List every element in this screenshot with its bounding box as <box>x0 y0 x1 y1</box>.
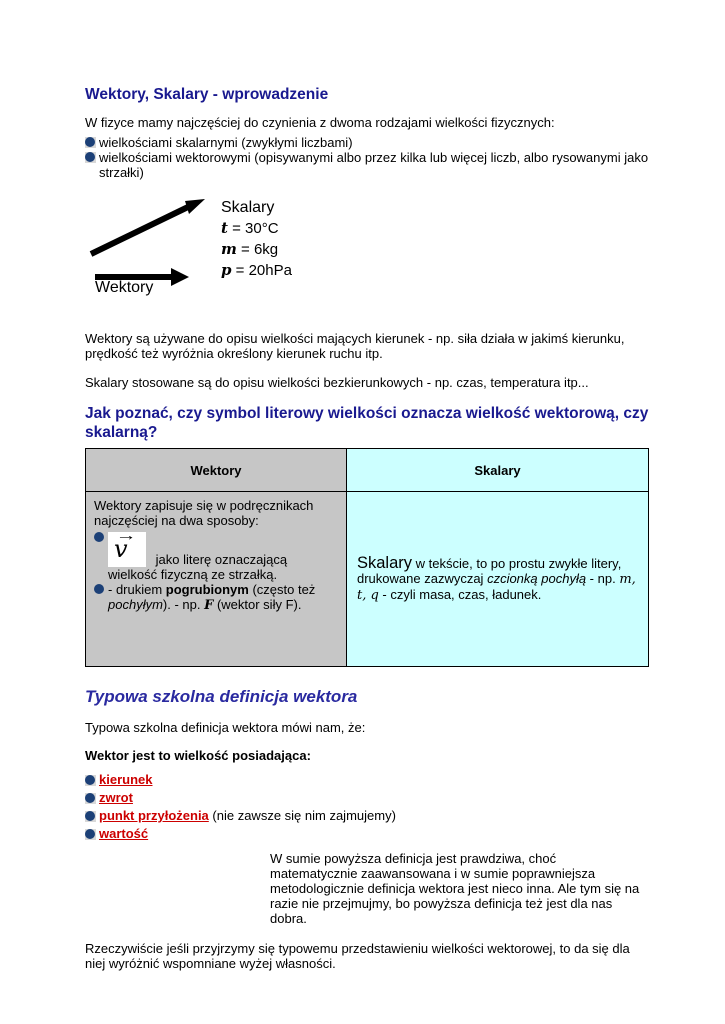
bullet-dot-icon <box>85 829 95 839</box>
figure-vectors-label: Wektory <box>95 279 154 296</box>
scalar-example-row <box>221 260 292 281</box>
vector-arrow-icon: → <box>115 527 137 543</box>
bullet-icon <box>85 829 96 840</box>
table-cell-skalary <box>347 492 649 667</box>
property-row-punkt-przylozenia <box>85 807 652 825</box>
wartosc-link[interactable]: wartość <box>99 826 149 841</box>
page-title: Wektory, Skalary - wprowadzenie <box>85 86 329 103</box>
table-body-row <box>86 492 649 667</box>
wektory-bullet-1-text: jako literę oznaczającą wielkość fizyczną ze strzałką. <box>108 552 288 582</box>
diagonal-arrow-head-icon <box>185 199 205 214</box>
table-header-wektory: Wektory <box>86 449 347 492</box>
skalary-italic: czcionką pochyłą <box>487 570 587 586</box>
vector-letter: v <box>114 535 128 563</box>
skalary-part: - np. <box>586 570 620 586</box>
definition-aside-paragraph: W sumie powyższa definicja jest prawdziwa, choć matematycznie zaawansowana i w sumie poprawniejsza metodologicznie definicja wektora jest nieco inna. Ale tym się na razie nie przejmujmy, bo powyższa definicja też jest dla nas dobra. <box>270 851 640 926</box>
section3-title: Typowa szkolna definicja wektora <box>85 687 358 706</box>
zwrot-link[interactable]: zwrot <box>99 790 133 805</box>
section3-bold-lead: Wektor jest to wielkość posiadająca: <box>85 748 311 763</box>
bullet-icon <box>85 152 96 163</box>
intro-bullet-2-label: wielkościami wektorowymi (opisywanymi albo przez kilka lub więcej liczb, albo rysowanymi jako strzałki) <box>99 150 649 180</box>
table-cell-wektory <box>86 492 347 667</box>
scalar-symbol: p <box>221 261 232 279</box>
figure-scalars-block <box>221 200 292 281</box>
bullet-icon <box>94 532 105 543</box>
scalar-symbol: t <box>221 219 228 237</box>
section3-lead: Typowa szkolna definicja wektora mówi nam, że: <box>85 720 366 735</box>
scalar-example-row <box>221 218 292 239</box>
kierunek-link[interactable]: kierunek <box>99 772 153 787</box>
bullet-dot-icon <box>85 811 95 821</box>
skalary-symbols: m, t, q <box>357 571 636 603</box>
bullet-dot-icon <box>85 775 95 785</box>
intro-bullet-1-label: wielkościami skalarnymi (zwykłymi liczbami) <box>99 135 353 150</box>
horizontal-arrow-head-icon <box>171 268 189 286</box>
item2-part: (wektor siły F). <box>213 597 302 612</box>
skalary-big-word: Skalary <box>357 553 413 572</box>
bullet-icon <box>85 793 96 804</box>
bullet-icon <box>94 584 105 595</box>
section2-title: Jak poznać, czy symbol literowy wielkości oznacza wielkość wektorową, czy skalarną? <box>85 405 649 441</box>
skalary-part: - czyli masa, czas, ładunek. <box>378 586 542 602</box>
table-header-row <box>86 449 649 492</box>
vectors-scalars-figure <box>85 192 652 307</box>
wektory-cell-intro: Wektory zapisuje się w podręcznikach najczęściej na dwa sposoby: <box>94 498 314 528</box>
bullet-dot-icon <box>94 584 104 594</box>
figure-scalars-title: Skalary <box>221 199 275 216</box>
bullet-dot-icon <box>85 137 95 147</box>
property-row-wartosc <box>85 825 652 843</box>
skalary-part: w tekście, to po prostu zwykłe litery, drukowane zazwyczaj <box>357 555 622 586</box>
scalar-value: = 20hPa <box>231 262 292 279</box>
item2-bold: pogrubionym <box>165 582 249 597</box>
bullet-icon <box>85 775 96 786</box>
property-row-kierunek <box>85 771 652 789</box>
scalar-value: = 6kg <box>236 241 279 258</box>
scalars-usage-paragraph: Skalary stosowane są do opisu wielkości bezkierunkowych - np. czas, temperatura itp... <box>85 375 589 390</box>
vector-v-image <box>108 527 146 567</box>
diagonal-arrow-shaft <box>91 207 188 254</box>
wektory-bullet-2 <box>94 582 338 613</box>
vectors-usage-paragraph: Wektory są używane do opisu wielkości mających kierunek - np. siła działa w jakimś kierunku, prędkość też wyróżnia określony kierunek ruchu itp. <box>85 331 625 361</box>
intro-lead: W fizyce mamy najczęściej do czynienia z dwoma rodzajami wielkości fizycznych: <box>85 115 555 130</box>
property-note: (nie zawsze się nim zajmujemy) <box>208 808 396 823</box>
property-row-zwrot <box>85 789 652 807</box>
item2-part: (często też <box>248 582 316 597</box>
punkt-przylozenia-link[interactable]: punkt przyłożenia <box>99 808 209 823</box>
intro-bullet-1 <box>85 135 652 150</box>
document-content <box>85 86 652 985</box>
scalar-value: = 30°C <box>227 220 279 237</box>
vectors-scalars-table <box>85 448 649 667</box>
intro-bullet-2 <box>85 150 652 180</box>
item2-F-symbol: F <box>204 598 214 613</box>
bullet-dot-icon <box>94 532 104 542</box>
scalar-symbol: m <box>221 240 237 258</box>
wektory-bullet-1 <box>94 527 338 582</box>
bullet-dot-icon <box>85 152 95 162</box>
closing-paragraph: Rzeczywiście jeśli przyjrzymy się typowemu przedstawieniu wielkości wektorowej, to da się dla niej wyróżnić wspomniane wyżej własności. <box>85 941 630 971</box>
item2-part: ). - np. <box>162 597 205 612</box>
bullet-icon <box>85 137 96 148</box>
item2-part: - drukiem <box>108 582 166 597</box>
table-header-skalary: Skalary <box>347 449 649 492</box>
scalar-example-row <box>221 239 292 260</box>
item2-italic: pochyłym <box>108 597 163 612</box>
bullet-dot-icon <box>85 793 95 803</box>
bullet-icon <box>85 811 96 822</box>
